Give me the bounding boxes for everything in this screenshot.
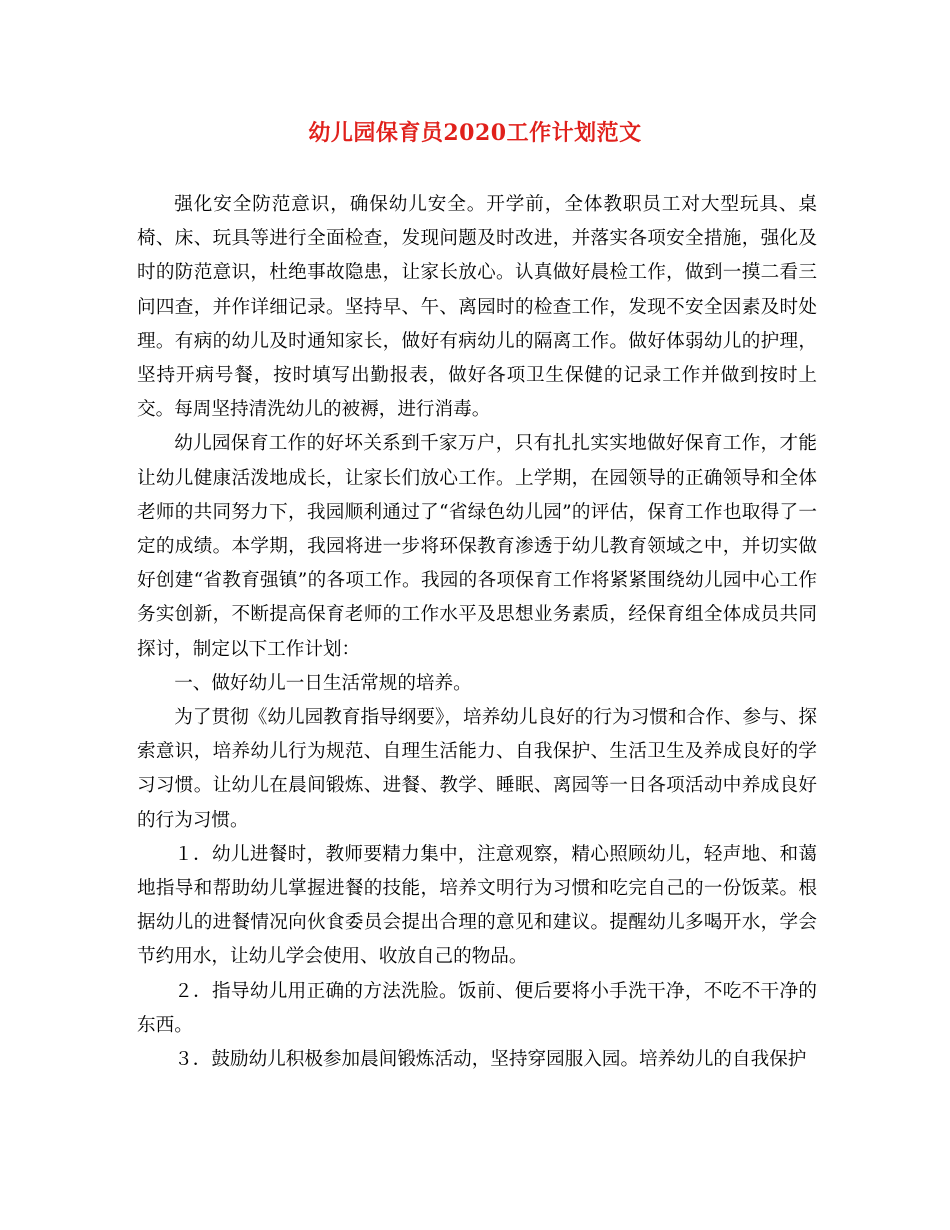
list-item-meals: １．幼儿进餐时，教师要精力集中，注意观察，精心照顾幼儿，轻声地、和蔼地指导和帮助幼儿掌握进餐的技能，培养文明行为习惯和吃完自己的一份饭菜。根据幼儿的进餐情况向伙食委员会提出合理的意见和建议。提醒幼儿多喝开水，学会节约用水，让幼儿学会使用、收放自己的物品。 [137,843,817,968]
list-item-exercise: ３．鼓励幼儿积极参加晨间锻炼活动，坚持穿园服入园。培养幼儿的自我保护 [174,1049,807,1071]
section-heading-daily-routine: 一、做好幼儿一日生活常规的培养。 [174,672,472,694]
paragraph-safety: 强化安全防范意识，确保幼儿安全。开学前，全体教职员工对大型玩具、桌椅、床、玩具等进行全面检查，发现问题及时改进，并落实各项安全措施，强化及时的防范意识，杜绝事故隐患，让家长放心。认真做好晨检工作，做到一摸二看三问四查，并作详细记录。坚持早、午、离园时的检查工作，发现不安全因素及时处理。有病的幼儿及时通知家长，做好有病幼儿的隔离工作。做好体弱幼儿的护理，坚持开病号餐，按时填写出勤报表，做好各项卫生保健的记录工作并做到按时上交。每周坚持清洗幼儿的被褥，进行消毒。 [137,194,817,421]
document-title: 幼儿园保育员2020工作计划范文 [308,120,642,146]
document-body [137,188,817,1077]
paragraph-guideline: 为了贯彻《幼儿园教育指导纲要》，培养幼儿良好的行为习惯和合作、参与、探索意识，培养幼儿行为规范、自理生活能力、自我保护、生活卫生及养成良好的学习习惯。让幼儿在晨间锻炼、进餐、教学、睡眠、离园等一日各项活动中养成良好的行为习惯。 [137,707,817,831]
paragraph-intro: 幼儿园保育工作的好坏关系到千家万户，只有扎扎实实地做好保育工作，才能让幼儿健康活泼地成长，让家长们放心工作。上学期，在园领导的正确领导和全体老师的共同努力下，我园顺利通过了“省绿色幼儿园”的评估，保育工作也取得了一定的成绩。本学期，我园将进一步将环保教育渗透于幼儿教育领域之中，并切实做好创建“省教育强镇”的各项工作。我园的各项保育工作将紧紧围绕幼儿园中心工作务实创新，不断提高保育老师的工作水平及思想业务素质，经保育组全体成员共同探讨，制定以下工作计划： [137,433,817,660]
list-item-washing: ２．指导幼儿用正确的方法洗脸。饭前、便后要将小手洗干净，不吃不干净的东西。 [137,980,817,1036]
